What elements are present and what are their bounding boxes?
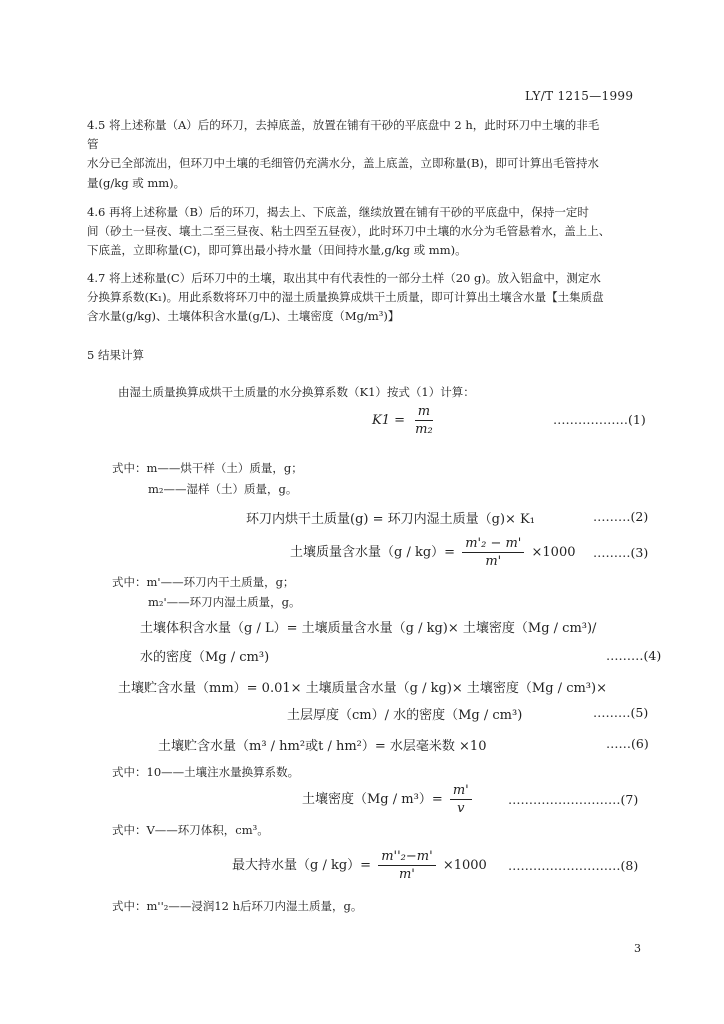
equation-8 — [232, 849, 487, 882]
section-5-heading: 5 结果计算 — [87, 348, 144, 362]
equation-7-number: ………………………(7) — [508, 792, 639, 807]
section-4-5-line-3: 水分已全部流出，但环刀中土壤的毛细管仍充满水分，盖上底盖，立即称量(B)，即可计算出毛管持水 — [87, 156, 599, 170]
section-4-6-line-1: 4.6 再将上述称量（B）后的环刀，揭去上、下底盖，继续放置在铺有干砂的平底盘中，保持一定时 — [87, 205, 589, 219]
equation-7-lhs: 土壤密度（Mg / m³）= — [302, 792, 443, 807]
where-1-m: 式中：m——烘干样（土）质量，g； — [112, 461, 303, 475]
where-3-m-prime: 式中：m'——环刀内干土质量，g； — [112, 575, 295, 589]
equation-3-lhs: 土壤质量含水量（g / kg）= — [290, 545, 456, 560]
equation-2-number: ………(2) — [593, 509, 649, 524]
section-4-6-line-2: 间（砂土一昼夜、壤土二至三昼夜、粘土四至五昼夜），此时环刀中土壤的水分为毛管悬着水，盖上上、 — [87, 224, 611, 238]
equation-3-fraction — [462, 536, 524, 569]
equation-3 — [290, 536, 576, 569]
equation-1-number: ………………(1) — [553, 412, 646, 427]
equation-3-rhs: ×1000 — [531, 545, 576, 560]
equation-1 — [372, 404, 439, 437]
equation-3-numerator: m'₂ − m' — [462, 536, 524, 553]
section-4-5-line-1: 4.5 将上述称量（A）后的环刀，去掉底盖，放置在铺有干砂的平底盘中 2 h，此时环刀中土壤的非毛 — [87, 118, 600, 132]
section-4-6-line-3: 下底盖，立即称量(C)，即可算出最小持水量（田间持水量,g/kg 或 mm)。 — [87, 243, 467, 257]
equation-7 — [302, 783, 475, 816]
section-4-5-line-4: 量(g/kg 或 mm)。 — [87, 176, 186, 190]
where-7: 式中：V——环刀体积，cm³。 — [112, 823, 269, 837]
equation-8-fraction — [378, 849, 435, 882]
where-3-m2-prime: m₂'——环刀内湿土质量，g。 — [148, 595, 301, 609]
equation-1-numerator: m — [415, 404, 433, 421]
equation-6-number: ……(6) — [606, 736, 649, 751]
equation-5-number: ………(5) — [593, 705, 649, 720]
section-4-5-line-2: 管 — [87, 137, 99, 151]
equation-5-line-2: 土层厚度（cm）/ 水的密度（Mg / cm³) — [287, 708, 523, 723]
page-number: 3 — [634, 942, 641, 955]
where-1-m2: m₂——湿样（土）质量，g。 — [148, 482, 298, 496]
equation-8-rhs: ×1000 — [442, 858, 487, 873]
equation-1-denominator: m₂ — [415, 422, 433, 437]
equation-6: 土壤贮含水量（m³ / hm²或t / hm²）= 水层毫米数 ×10 — [158, 739, 487, 754]
section-4-7-line-2: 分换算系数(K₁)。用此系数将环刀中的湿土质量换算成烘干土质量，即可计算出土壤含水量【土集质盘 — [87, 290, 604, 304]
equation-7-fraction — [450, 783, 472, 816]
where-6: 式中：10——土壤注水量换算系数。 — [112, 765, 300, 779]
equation-2: 环刀内烘干土质量(g) = 环刀内湿土质量（g)× K₁ — [246, 512, 535, 527]
equation-4-line-1: 土壤体积含水量（g / L）= 土壤质量含水量（g / kg)× 土壤密度（Mg / cm³)/ — [140, 621, 597, 636]
where-8: 式中：m''₂——浸润12 h后环刀内湿土质量，g。 — [112, 899, 363, 913]
equation-7-numerator: m' — [450, 783, 472, 800]
section-5-intro: 由湿土质量换算成烘干土质量的水分换算系数（K1）按式（1）计算： — [118, 385, 475, 399]
equation-8-denominator: m' — [398, 867, 415, 882]
equation-8-number: ………………………(8) — [508, 858, 639, 873]
equation-1-fraction — [412, 404, 436, 437]
equation-1-lhs: K1 = — [372, 413, 406, 428]
section-4-7-line-3: 含水量(g/kg)、土壤体积含水量(g/L)、土壤密度（Mg/m³)】 — [87, 309, 400, 323]
equation-8-lhs: 最大持水量（g / kg）= — [232, 858, 372, 873]
equation-3-denominator: m' — [485, 554, 502, 569]
equation-4-line-2: 水的密度（Mg / cm³) — [140, 650, 270, 665]
equation-8-numerator: m''₂−m' — [378, 849, 435, 866]
standard-code: LY/T 1215—1999 — [525, 89, 634, 103]
equation-5-line-1: 土壤贮含水量（mm）= 0.01× 土壤质量含水量（g / kg)× 土壤密度（Mg / cm³)× — [118, 681, 607, 696]
equation-7-denominator: v — [457, 801, 465, 816]
section-4-7-line-1: 4.7 将上述称量(C）后环刀中的土壤，取出其中有代表性的一部分土样（20 g)。放入铝盒中，测定水 — [87, 271, 601, 285]
equation-4-number: ………(4) — [606, 648, 662, 663]
equation-3-number: ………(3) — [593, 545, 649, 560]
